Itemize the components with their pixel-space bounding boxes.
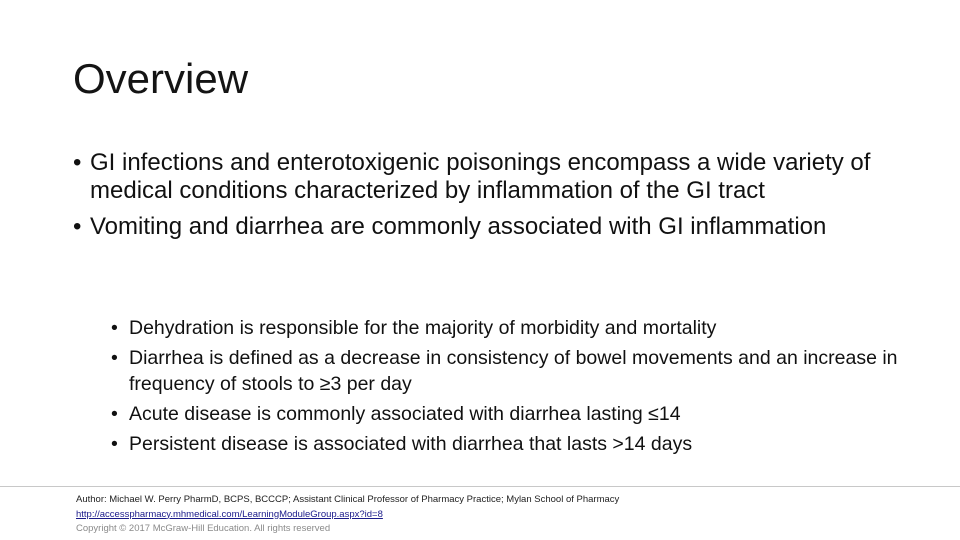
sub-bullet-item xyxy=(111,315,901,341)
sub-bullet-text: Acute disease is commonly associated with diarrhea lasting ≤14 xyxy=(129,403,681,425)
bullet-dot: • xyxy=(73,213,82,240)
footer-divider xyxy=(0,486,960,487)
sub-bullet-list xyxy=(111,315,901,461)
bullet-dot: • xyxy=(111,433,118,455)
footer-link[interactable]: http://accesspharmacy.mhmedical.com/LearningModuleGroup.aspx?id=8 xyxy=(76,508,383,520)
footer-author: Author: Michael W. Perry PharmD, BCPS, BCCCP; Assistant Clinical Professor of Pharmacy Practice; Mylan School of Pharmacy xyxy=(76,494,620,505)
bullet-text: GI infections and enterotoxigenic poisonings encompass a wide variety of medical conditions characterized by inflammation of the GI tract xyxy=(90,149,871,204)
bullet-dot: • xyxy=(73,149,82,176)
sub-bullet-text: Dehydration is responsible for the majority of morbidity and mortality xyxy=(129,317,717,339)
sub-bullet-item xyxy=(111,401,901,427)
sub-bullet-text: Diarrhea is defined as a decrease in consistency of bowel movements and an increase in frequency of stools to ≥3 per day xyxy=(129,347,898,395)
bullet-dot: • xyxy=(111,317,118,339)
slide-title: Overview xyxy=(73,55,249,102)
sub-bullet-item xyxy=(111,345,901,397)
bullet-item xyxy=(73,149,903,205)
bullet-item xyxy=(73,213,903,241)
sub-bullet-text: Persistent disease is associated with diarrhea that lasts >14 days xyxy=(129,433,693,455)
footer-copyright: Copyright © 2017 McGraw-Hill Education. All rights reserved xyxy=(76,523,331,534)
sub-bullet-item xyxy=(111,431,901,457)
bullet-dot: • xyxy=(111,347,118,369)
bullet-dot: • xyxy=(111,403,118,425)
footer xyxy=(76,493,619,537)
bullet-text: Vomiting and diarrhea are commonly associated with GI inflammation xyxy=(90,213,827,240)
main-bullet-list xyxy=(73,149,903,249)
